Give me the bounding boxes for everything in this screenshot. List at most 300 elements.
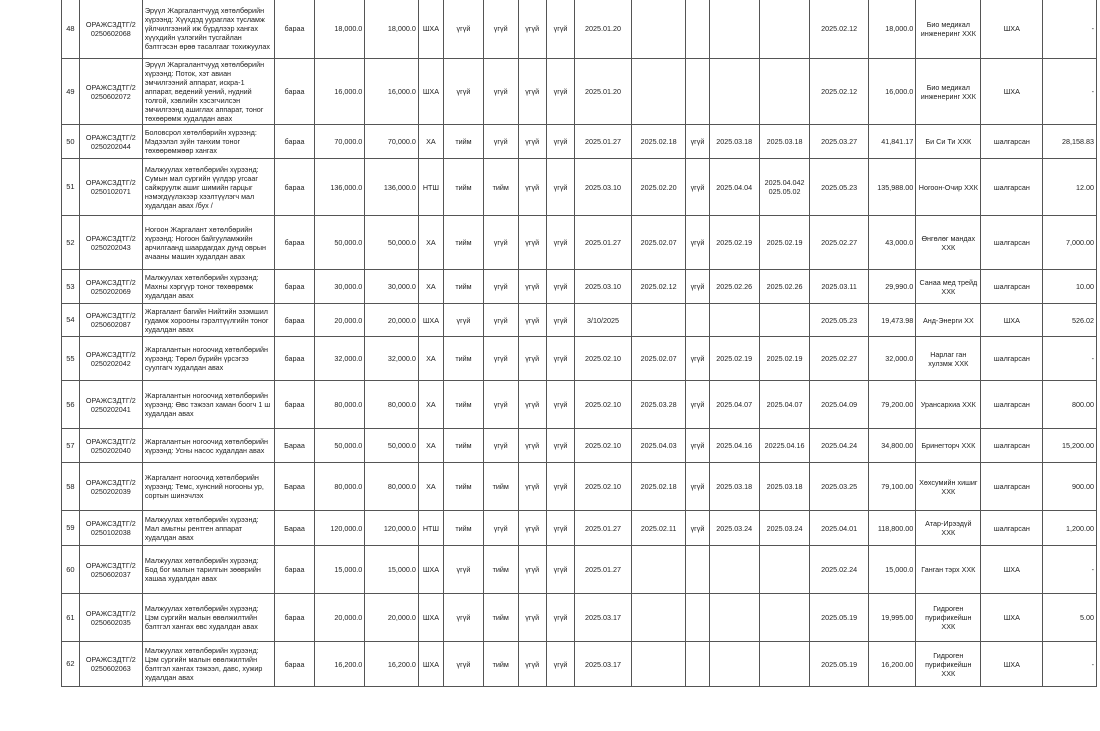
result-status: шалгарсан bbox=[981, 429, 1043, 463]
budget-amount: 32,000.0 bbox=[314, 337, 364, 381]
contract-amount: 79,100.00 bbox=[869, 463, 916, 511]
check-5: үгүй bbox=[686, 463, 709, 511]
description: Малжуулах хөтөлбөрийн хүрээнд: Цэм сургийн малын өвөлжилтийн бэлтгэл хангах тэжээл, давс, хужир худалдан авах bbox=[142, 642, 274, 687]
description: Малжуулах хөтөлбөрийн хүрээнд: Мал амьтны рентген аппарат худалдан авах bbox=[142, 511, 274, 546]
check-4: үгүй bbox=[546, 511, 574, 546]
check-1: үгүй bbox=[444, 546, 484, 594]
table-row bbox=[62, 216, 1097, 270]
check-2: үгүй bbox=[483, 0, 518, 59]
description: Малжуулах хөтөлбөрийн хүрээнд: Бод бог малын тарилгын зөөврийн хашаа худалдан авах bbox=[142, 546, 274, 594]
date-contracted: 2025.04.09 bbox=[810, 381, 869, 429]
supplier-name: Санаа мед трейд ХХК bbox=[916, 270, 981, 304]
item-type: бараа bbox=[275, 216, 315, 270]
planned-amount: 32,000.0 bbox=[365, 337, 419, 381]
supplier-name: Анд-Энерги ХХ bbox=[916, 304, 981, 337]
contract-amount: 16,200.00 bbox=[869, 642, 916, 687]
procurement-code: ОРАЖСЗДТГ/2 0250202044 bbox=[79, 125, 142, 159]
date-contracted: 2025.04.24 bbox=[810, 429, 869, 463]
check-1: үгүй bbox=[444, 304, 484, 337]
contract-amount: 19,473.98 bbox=[869, 304, 916, 337]
check-1: үгүй bbox=[444, 0, 484, 59]
planned-amount: 16,000.0 bbox=[365, 59, 419, 125]
supplier-name: Нарлаг ган хулзмж ХХК bbox=[916, 337, 981, 381]
check-2: үгүй bbox=[483, 125, 518, 159]
procurement-code: ОРАЖСЗДТГ/2 0250602063 bbox=[79, 642, 142, 687]
table-row bbox=[62, 159, 1097, 216]
date-evaluated bbox=[709, 0, 759, 59]
table-row bbox=[62, 642, 1097, 687]
contract-amount: 18,000.0 bbox=[869, 0, 916, 59]
supplier-name: Би Си Ти ХХК bbox=[916, 125, 981, 159]
supplier-name: Урансархиа ХХК bbox=[916, 381, 981, 429]
check-4: үгүй bbox=[546, 463, 574, 511]
date-evaluated bbox=[709, 59, 759, 125]
procurement-code: ОРАЖСЗДТГ/2 0250202040 bbox=[79, 429, 142, 463]
date-contracted: 2025.02.24 bbox=[810, 546, 869, 594]
budget-amount: 120,000.0 bbox=[314, 511, 364, 546]
budget-amount: 80,000.0 bbox=[314, 381, 364, 429]
result-status: ШХА bbox=[981, 304, 1043, 337]
row-number: 56 bbox=[62, 381, 80, 429]
contract-amount: 43,000.0 bbox=[869, 216, 916, 270]
description: Жаргалантын ногоочид хөтөлбөрийн хүрээнд: Усны насос худалдан авах bbox=[142, 429, 274, 463]
date-notified: 2025.02.19 bbox=[759, 216, 809, 270]
check-2: үгүй bbox=[483, 304, 518, 337]
procurement-method: НТШ bbox=[418, 511, 443, 546]
description: Жаргалантын ногоочид хөтөлбөрийн хүрээнд: Өвс тэжээл хаман боогч 1 ш худалдан авах bbox=[142, 381, 274, 429]
supplier-name: Био медикал инженеринг ХХК bbox=[916, 0, 981, 59]
planned-amount: 18,000.0 bbox=[365, 0, 419, 59]
check-2: үгүй bbox=[483, 429, 518, 463]
date-announced: 2025.01.27 bbox=[575, 511, 632, 546]
table-row bbox=[62, 0, 1097, 59]
date-opened: 2025.02.07 bbox=[631, 216, 686, 270]
check-3: үгүй bbox=[518, 0, 546, 59]
table-row bbox=[62, 304, 1097, 337]
description: Жаргалантын ногоочид хөтөлбөрийн хүрээнд: Төрөл бүрийн үрсэгээ суулгагч худалдан авах bbox=[142, 337, 274, 381]
procurement-code: ОРАЖСЗДТГ/2 0250602037 bbox=[79, 546, 142, 594]
budget-amount: 30,000.0 bbox=[314, 270, 364, 304]
date-opened: 2025.02.20 bbox=[631, 159, 686, 216]
procurement-method: ХА bbox=[418, 429, 443, 463]
table-row bbox=[62, 59, 1097, 125]
budget-amount: 20,000.0 bbox=[314, 594, 364, 642]
row-number: 48 bbox=[62, 0, 80, 59]
check-3: үгүй bbox=[518, 337, 546, 381]
date-opened bbox=[631, 0, 686, 59]
date-evaluated bbox=[709, 546, 759, 594]
check-1: тийм bbox=[444, 463, 484, 511]
item-type: Бараа bbox=[275, 511, 315, 546]
check-3: үгүй bbox=[518, 125, 546, 159]
date-contracted: 2025.02.27 bbox=[810, 216, 869, 270]
supplier-name: Атар-Ирээдүй ХХК bbox=[916, 511, 981, 546]
planned-amount: 120,000.0 bbox=[365, 511, 419, 546]
check-2: тийм bbox=[483, 642, 518, 687]
date-evaluated: 2025.03.18 bbox=[709, 125, 759, 159]
row-number: 51 bbox=[62, 159, 80, 216]
supplier-name: Хөхсумийн хишиг ХХК bbox=[916, 463, 981, 511]
date-announced: 2025.01.27 bbox=[575, 216, 632, 270]
date-announced: 2025.01.20 bbox=[575, 0, 632, 59]
item-type: бараа bbox=[275, 337, 315, 381]
check-5 bbox=[686, 594, 709, 642]
procurement-method: ШХА bbox=[418, 546, 443, 594]
contract-amount: 118,800.00 bbox=[869, 511, 916, 546]
result-status: ШХА bbox=[981, 642, 1043, 687]
date-contracted: 2025.02.27 bbox=[810, 337, 869, 381]
row-number: 59 bbox=[62, 511, 80, 546]
check-5 bbox=[686, 0, 709, 59]
date-contracted: 2025.03.27 bbox=[810, 125, 869, 159]
budget-amount: 15,000.0 bbox=[314, 546, 364, 594]
contract-amount: 29,990.0 bbox=[869, 270, 916, 304]
saving-amount: 10.00 bbox=[1043, 270, 1097, 304]
date-opened: 2025.02.12 bbox=[631, 270, 686, 304]
check-1: тийм bbox=[444, 429, 484, 463]
item-type: бараа bbox=[275, 159, 315, 216]
date-notified bbox=[759, 59, 809, 125]
date-notified bbox=[759, 546, 809, 594]
item-type: бараа bbox=[275, 594, 315, 642]
check-3: үгүй bbox=[518, 159, 546, 216]
table-row bbox=[62, 594, 1097, 642]
procurement-method: ХА bbox=[418, 216, 443, 270]
row-number: 54 bbox=[62, 304, 80, 337]
item-type: бараа bbox=[275, 0, 315, 59]
procurement-code: ОРАЖСЗДТГ/2 0250102038 bbox=[79, 511, 142, 546]
date-notified bbox=[759, 0, 809, 59]
result-status: шалгарсан bbox=[981, 463, 1043, 511]
check-4: үгүй bbox=[546, 159, 574, 216]
supplier-name: Өнгөлөг мандах ХХК bbox=[916, 216, 981, 270]
date-evaluated: 2025.03.18 bbox=[709, 463, 759, 511]
date-opened bbox=[631, 304, 686, 337]
item-type: бараа bbox=[275, 546, 315, 594]
row-number: 49 bbox=[62, 59, 80, 125]
description: Жаргалант ногоочид хөтөлбөрийн хүрээнд: Темс, хунсний ногооны ур, сортын шинэчлэх bbox=[142, 463, 274, 511]
date-announced: 2025.03.10 bbox=[575, 270, 632, 304]
row-number: 52 bbox=[62, 216, 80, 270]
date-contracted: 2025.03.11 bbox=[810, 270, 869, 304]
procurement-method: ХА bbox=[418, 463, 443, 511]
check-4: үгүй bbox=[546, 304, 574, 337]
description: Ногоон Жаргалант хөтөлбөрийн хүрээнд: Ногоон байгууламжийн арчилгаанд шаардагдах дунд оврын ачааны машин худалдан авах bbox=[142, 216, 274, 270]
budget-amount: 50,000.0 bbox=[314, 429, 364, 463]
budget-amount: 50,000.0 bbox=[314, 216, 364, 270]
date-evaluated bbox=[709, 594, 759, 642]
date-contracted: 2025.03.25 bbox=[810, 463, 869, 511]
check-3: үгүй bbox=[518, 642, 546, 687]
supplier-name: Гидроген пурификейшн ХХК bbox=[916, 594, 981, 642]
date-evaluated bbox=[709, 642, 759, 687]
table-row bbox=[62, 511, 1097, 546]
date-opened bbox=[631, 594, 686, 642]
row-number: 55 bbox=[62, 337, 80, 381]
check-2: үгүй bbox=[483, 270, 518, 304]
procurement-code: ОРАЖСЗДТГ/2 0250602087 bbox=[79, 304, 142, 337]
check-5 bbox=[686, 59, 709, 125]
saving-amount: 15,200.00 bbox=[1043, 429, 1097, 463]
result-status: шалгарсан bbox=[981, 159, 1043, 216]
check-5 bbox=[686, 304, 709, 337]
result-status: шалгарсан bbox=[981, 270, 1043, 304]
date-contracted: 2025.04.01 bbox=[810, 511, 869, 546]
date-announced: 2025.02.10 bbox=[575, 381, 632, 429]
date-notified: 2025.04.07 bbox=[759, 381, 809, 429]
procurement-code: ОРАЖСЗДТГ/2 0250202041 bbox=[79, 381, 142, 429]
date-evaluated: 2025.04.07 bbox=[709, 381, 759, 429]
description: Эрүүл Жаргалантчууд хөтөлбөрийн хүрээнд: Хүүхдэд уураглах тусламж үйлчилгээний иж бүрдлээр хангах хүүхдийн үзлэгийн тусгайлан бэлтгэсэн өрөө тасалгааг тохижуулах bbox=[142, 0, 274, 59]
contract-amount: 19,995.00 bbox=[869, 594, 916, 642]
check-2: тийм bbox=[483, 546, 518, 594]
check-4: үгүй bbox=[546, 0, 574, 59]
row-number: 58 bbox=[62, 463, 80, 511]
contract-amount: 32,000.0 bbox=[869, 337, 916, 381]
result-status: шалгарсан bbox=[981, 216, 1043, 270]
contract-amount: 41,841.17 bbox=[869, 125, 916, 159]
result-status: шалгарсан bbox=[981, 381, 1043, 429]
item-type: бараа bbox=[275, 270, 315, 304]
procurement-code: ОРАЖСЗДТГ/2 0250602035 bbox=[79, 594, 142, 642]
budget-amount: 136,000.0 bbox=[314, 159, 364, 216]
check-5: үгүй bbox=[686, 270, 709, 304]
row-number: 60 bbox=[62, 546, 80, 594]
procurement-code: ОРАЖСЗДТГ/2 0250202042 bbox=[79, 337, 142, 381]
budget-amount: 20,000.0 bbox=[314, 304, 364, 337]
supplier-name: Ганган тэрх ХХК bbox=[916, 546, 981, 594]
saving-amount: 1,200.00 bbox=[1043, 511, 1097, 546]
date-contracted: 2025.05.19 bbox=[810, 594, 869, 642]
date-notified bbox=[759, 304, 809, 337]
supplier-name: Ногоон-Очир ХХК bbox=[916, 159, 981, 216]
contract-amount: 16,000.0 bbox=[869, 59, 916, 125]
check-5: үгүй bbox=[686, 381, 709, 429]
saving-amount: - bbox=[1043, 642, 1097, 687]
date-opened: 2025.02.18 bbox=[631, 463, 686, 511]
procurement-code: ОРАЖСЗДТГ/2 0250202043 bbox=[79, 216, 142, 270]
check-5: үгүй bbox=[686, 337, 709, 381]
item-type: Бараа bbox=[275, 429, 315, 463]
date-evaluated bbox=[709, 304, 759, 337]
budget-amount: 16,200.0 bbox=[314, 642, 364, 687]
check-1: үгүй bbox=[444, 59, 484, 125]
check-2: тийм bbox=[483, 463, 518, 511]
date-evaluated: 2025.02.19 bbox=[709, 216, 759, 270]
date-notified: 2025.03.18 bbox=[759, 125, 809, 159]
procurement-code: ОРАЖСЗДТГ/2 0250202069 bbox=[79, 270, 142, 304]
date-announced: 3/10/2025 bbox=[575, 304, 632, 337]
date-opened bbox=[631, 59, 686, 125]
check-3: үгүй bbox=[518, 429, 546, 463]
check-2: үгүй bbox=[483, 381, 518, 429]
check-4: үгүй bbox=[546, 594, 574, 642]
description: Жаргалант багийн Нийтийн эзэмшил гудамж хорооны гэрэлтүүлгийн тоног худалдан авах bbox=[142, 304, 274, 337]
contract-amount: 15,000.0 bbox=[869, 546, 916, 594]
check-2: үгүй bbox=[483, 216, 518, 270]
date-notified: 2025.04.042 025.05.02 bbox=[759, 159, 809, 216]
planned-amount: 15,000.0 bbox=[365, 546, 419, 594]
budget-amount: 16,000.0 bbox=[314, 59, 364, 125]
item-type: бараа bbox=[275, 59, 315, 125]
planned-amount: 80,000.0 bbox=[365, 381, 419, 429]
contract-amount: 79,200.00 bbox=[869, 381, 916, 429]
contract-amount: 135,988.00 bbox=[869, 159, 916, 216]
check-4: үгүй bbox=[546, 270, 574, 304]
date-announced: 2025.03.10 bbox=[575, 159, 632, 216]
description: Малжуулах хөтөлбөрийн хүрээнд: Цэм сургийн малын өвөлжилтийн бэлтгэл хангах өвс худалдан авах bbox=[142, 594, 274, 642]
check-5: үгүй bbox=[686, 159, 709, 216]
date-contracted: 2025.05.19 bbox=[810, 642, 869, 687]
item-type: Бараа bbox=[275, 463, 315, 511]
row-number: 53 bbox=[62, 270, 80, 304]
check-3: үгүй bbox=[518, 594, 546, 642]
date-opened: 2025.03.28 bbox=[631, 381, 686, 429]
table-row bbox=[62, 463, 1097, 511]
procurement-method: ШХА bbox=[418, 59, 443, 125]
saving-amount: 526.02 bbox=[1043, 304, 1097, 337]
item-type: бараа bbox=[275, 381, 315, 429]
planned-amount: 20,000.0 bbox=[365, 594, 419, 642]
date-evaluated: 2025.04.04 bbox=[709, 159, 759, 216]
date-announced: 2025.01.20 bbox=[575, 59, 632, 125]
check-3: үгүй bbox=[518, 381, 546, 429]
description: Малжуулах хөтөлбөрийн хүрээнд: Махны хэргүүр тоног төхөөрөмж худалдан авах bbox=[142, 270, 274, 304]
row-number: 57 bbox=[62, 429, 80, 463]
saving-amount: - bbox=[1043, 59, 1097, 125]
check-5: үгүй bbox=[686, 125, 709, 159]
date-contracted: 2025.02.12 bbox=[810, 0, 869, 59]
row-number: 50 bbox=[62, 125, 80, 159]
date-announced: 2025.01.27 bbox=[575, 125, 632, 159]
procurement-method: НТШ bbox=[418, 159, 443, 216]
date-opened bbox=[631, 546, 686, 594]
procurement-method: ХА bbox=[418, 381, 443, 429]
procurement-method: ШХА bbox=[418, 0, 443, 59]
procurement-method: ШХА bbox=[418, 642, 443, 687]
check-5 bbox=[686, 546, 709, 594]
check-1: тийм bbox=[444, 125, 484, 159]
check-2: тийм bbox=[483, 594, 518, 642]
date-notified: 2025.03.24 bbox=[759, 511, 809, 546]
budget-amount: 18,000.0 bbox=[314, 0, 364, 59]
check-1: тийм bbox=[444, 381, 484, 429]
planned-amount: 136,000.0 bbox=[365, 159, 419, 216]
table-row bbox=[62, 429, 1097, 463]
check-1: тийм bbox=[444, 270, 484, 304]
description: Малжуулах хөтөлбөрийн хүрээнд: Сумын мал сургийн үүлдэр угсааг сайжруулж ашиг шимийн гарцыг нэмэгдүүлэхээр хээлтүүлэгч мал худалдан авах /бух / bbox=[142, 159, 274, 216]
planned-amount: 50,000.0 bbox=[365, 216, 419, 270]
check-3: үгүй bbox=[518, 59, 546, 125]
check-4: үгүй bbox=[546, 59, 574, 125]
check-4: үгүй bbox=[546, 381, 574, 429]
row-number: 61 bbox=[62, 594, 80, 642]
procurement-table bbox=[61, 0, 1097, 687]
check-5: үгүй bbox=[686, 511, 709, 546]
planned-amount: 80,000.0 bbox=[365, 463, 419, 511]
check-5 bbox=[686, 642, 709, 687]
procurement-method: ШХА bbox=[418, 594, 443, 642]
date-notified: 2025.02.26 bbox=[759, 270, 809, 304]
procurement-code: ОРАЖСЗДТГ/2 0250102071 bbox=[79, 159, 142, 216]
result-status: ШХА bbox=[981, 594, 1043, 642]
check-2: тийм bbox=[483, 159, 518, 216]
budget-amount: 80,000.0 bbox=[314, 463, 364, 511]
date-notified: 2025.03.18 bbox=[759, 463, 809, 511]
procurement-method: ШХА bbox=[418, 304, 443, 337]
saving-amount: 900.00 bbox=[1043, 463, 1097, 511]
date-opened: 2025.02.07 bbox=[631, 337, 686, 381]
saving-amount: 5.00 bbox=[1043, 594, 1097, 642]
saving-amount: 28,158.83 bbox=[1043, 125, 1097, 159]
item-type: бараа bbox=[275, 125, 315, 159]
check-4: үгүй bbox=[546, 546, 574, 594]
item-type: бараа bbox=[275, 304, 315, 337]
date-evaluated: 2025.02.26 bbox=[709, 270, 759, 304]
result-status: ШХА bbox=[981, 546, 1043, 594]
date-contracted: 2025.05.23 bbox=[810, 159, 869, 216]
description: Боловсрол хөтөлбөрийн хүрээнд: Мэдээлэл зүйн танхим тоног төхөөрөмжөөр хангах bbox=[142, 125, 274, 159]
saving-amount: 12.00 bbox=[1043, 159, 1097, 216]
date-contracted: 2025.05.23 bbox=[810, 304, 869, 337]
procurement-code: ОРАЖСЗДТГ/2 0250202039 bbox=[79, 463, 142, 511]
check-4: үгүй bbox=[546, 337, 574, 381]
check-5: үгүй bbox=[686, 429, 709, 463]
check-4: үгүй bbox=[546, 429, 574, 463]
saving-amount: 800.00 bbox=[1043, 381, 1097, 429]
planned-amount: 50,000.0 bbox=[365, 429, 419, 463]
result-status: ШХА bbox=[981, 59, 1043, 125]
result-status: шалгарсан bbox=[981, 511, 1043, 546]
table-row bbox=[62, 381, 1097, 429]
result-status: ШХА bbox=[981, 0, 1043, 59]
procurement-method: ХА bbox=[418, 270, 443, 304]
procurement-code: ОРАЖСЗДТГ/2 0250602068 bbox=[79, 0, 142, 59]
date-announced: 2025.01.27 bbox=[575, 546, 632, 594]
date-announced: 2025.02.10 bbox=[575, 463, 632, 511]
supplier-name: Бринегторч ХХК bbox=[916, 429, 981, 463]
check-1: үгүй bbox=[444, 642, 484, 687]
budget-amount: 70,000.0 bbox=[314, 125, 364, 159]
date-notified: 2025.02.19 bbox=[759, 337, 809, 381]
date-evaluated: 2025.04.16 bbox=[709, 429, 759, 463]
planned-amount: 16,200.0 bbox=[365, 642, 419, 687]
date-notified bbox=[759, 642, 809, 687]
date-announced: 2025.03.17 bbox=[575, 642, 632, 687]
check-1: тийм bbox=[444, 511, 484, 546]
date-announced: 2025.02.10 bbox=[575, 429, 632, 463]
check-3: үгүй bbox=[518, 511, 546, 546]
result-status: шалгарсан bbox=[981, 337, 1043, 381]
table-row bbox=[62, 337, 1097, 381]
result-status: шалгарсан bbox=[981, 125, 1043, 159]
check-3: үгүй bbox=[518, 270, 546, 304]
procurement-code: ОРАЖСЗДТГ/2 0250602072 bbox=[79, 59, 142, 125]
table-row bbox=[62, 125, 1097, 159]
saving-amount: - bbox=[1043, 546, 1097, 594]
date-contracted: 2025.02.12 bbox=[810, 59, 869, 125]
date-notified: 20225.04.16 bbox=[759, 429, 809, 463]
contract-amount: 34,800.00 bbox=[869, 429, 916, 463]
supplier-name: Гидроген пурификейшн ХХК bbox=[916, 642, 981, 687]
supplier-name: Био медикал инженеринг ХХК bbox=[916, 59, 981, 125]
check-4: үгүй bbox=[546, 216, 574, 270]
check-1: тийм bbox=[444, 159, 484, 216]
check-4: үгүй bbox=[546, 642, 574, 687]
item-type: бараа bbox=[275, 642, 315, 687]
date-opened bbox=[631, 642, 686, 687]
date-opened: 2025.04.03 bbox=[631, 429, 686, 463]
